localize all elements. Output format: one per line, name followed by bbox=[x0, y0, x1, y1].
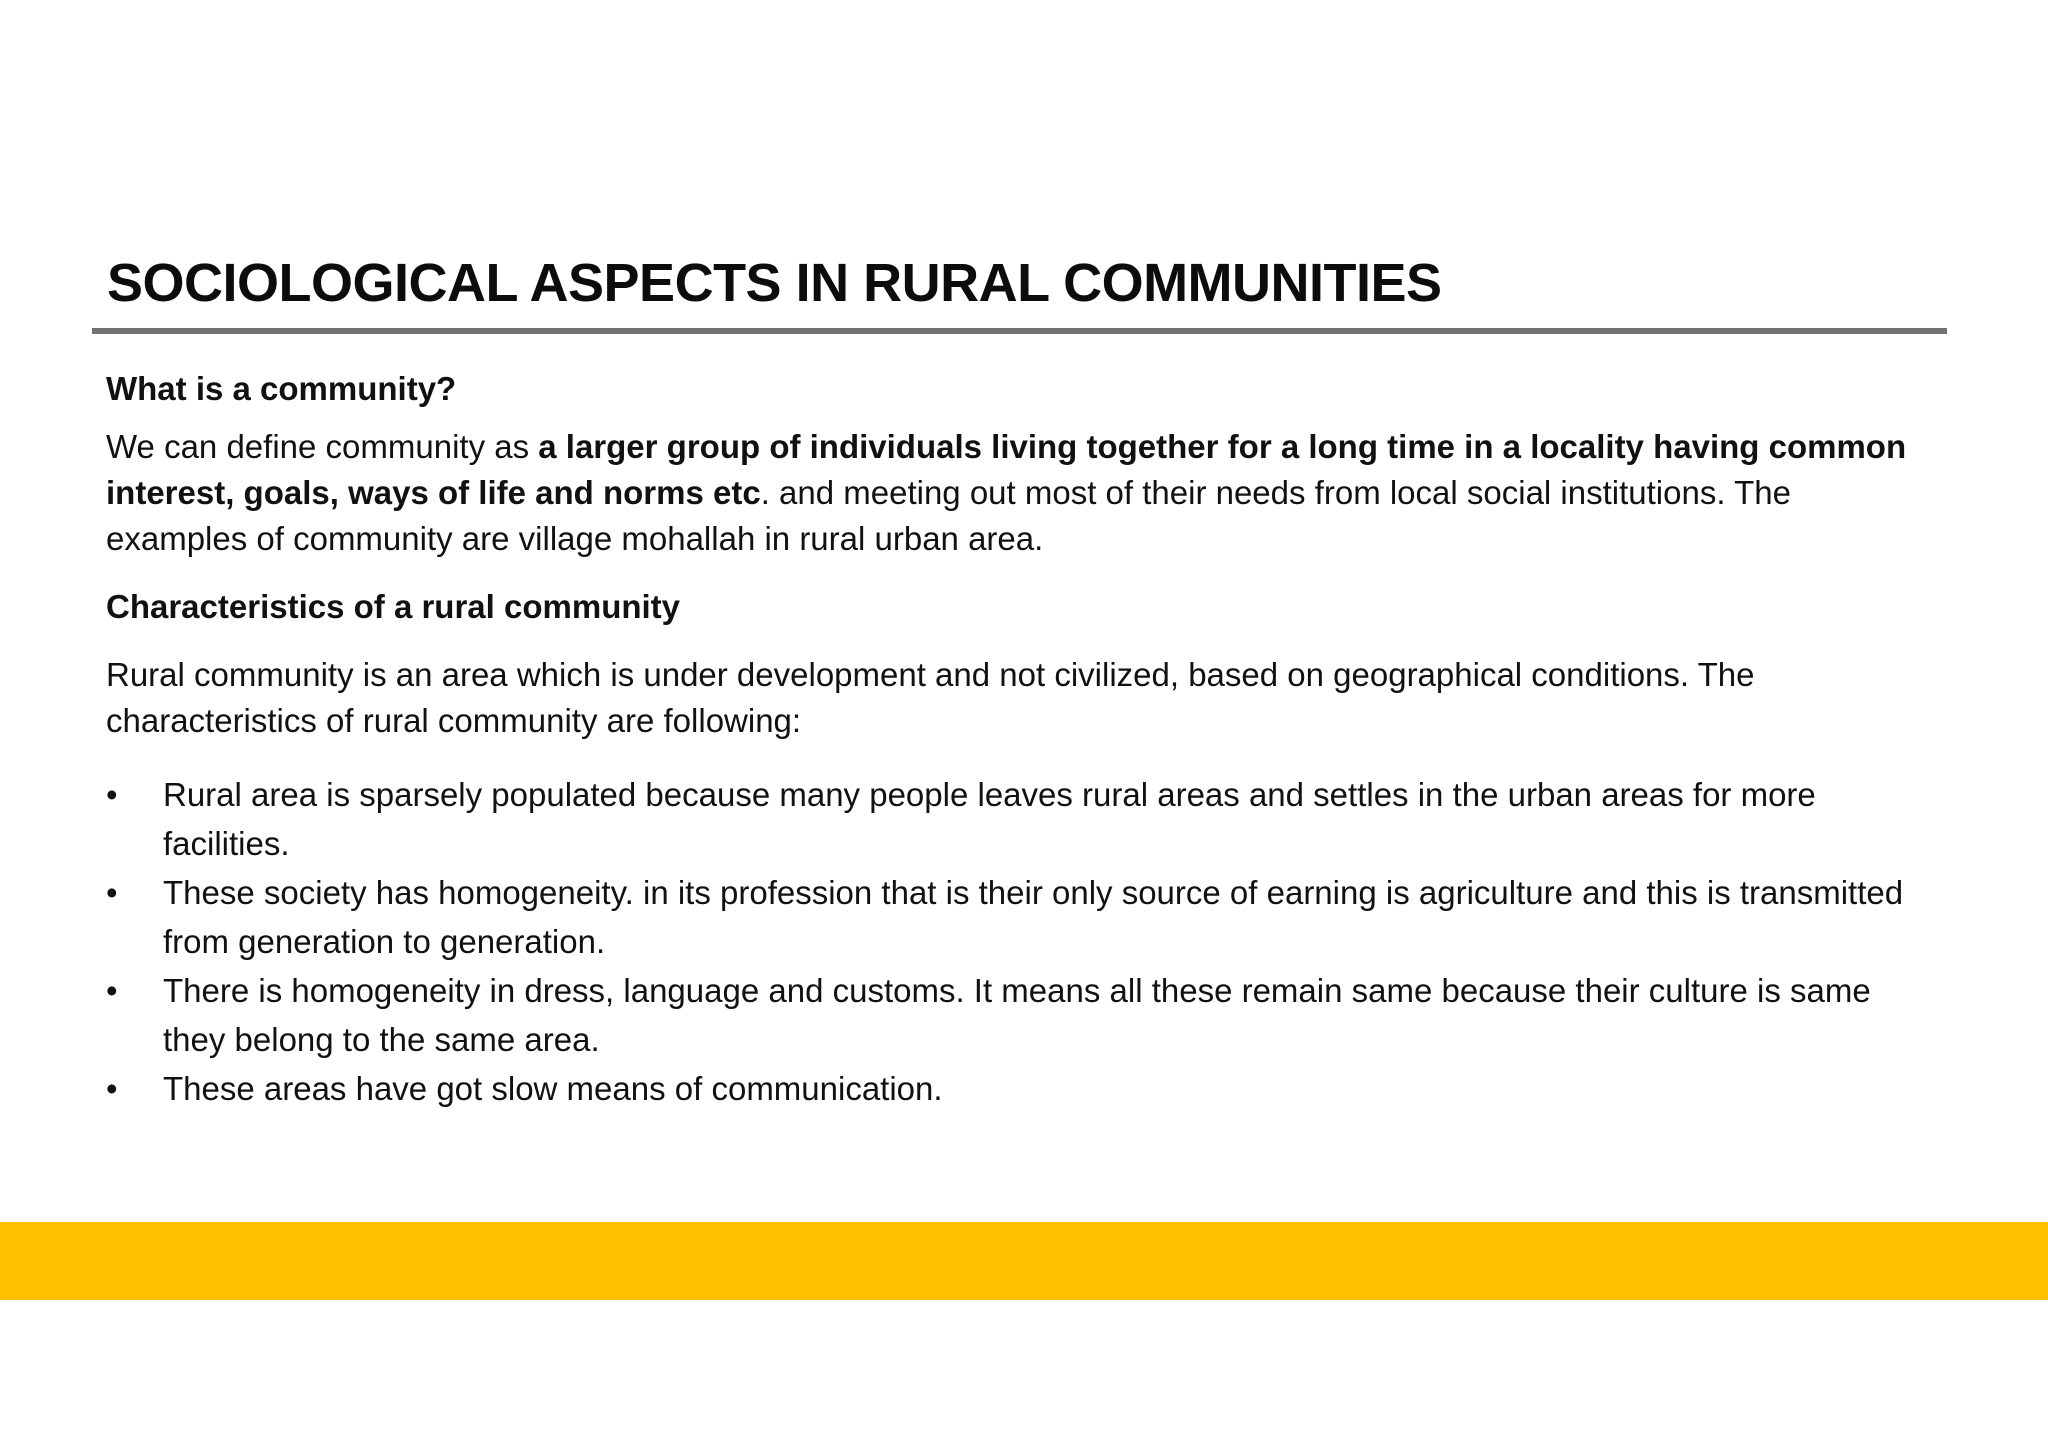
bullet-icon: • bbox=[106, 874, 118, 911]
community-definition bbox=[106, 424, 1926, 562]
list-item bbox=[106, 1064, 1926, 1113]
slide-content bbox=[106, 366, 1926, 1113]
characteristics-intro: Rural community is an area which is under development and not civilized, based on geographical conditions. The characteristics of rural community are following: bbox=[106, 656, 1755, 739]
definition-bold: a larger group of individuals living together for a long time in a locality having common interest, goals, ways of life and norms etc bbox=[106, 428, 1907, 511]
list-item-text: Rural area is sparsely populated because many people leaves rural areas and settles in the urban areas for more facilities. bbox=[163, 776, 1816, 862]
list-item bbox=[106, 770, 1926, 868]
list-item bbox=[106, 868, 1926, 966]
definition-prefix: We can define community as bbox=[106, 428, 539, 465]
title-divider bbox=[92, 328, 1947, 334]
list-item-text: These society has homogeneity. in its profession that is their only source of earning is agriculture and this is transmitted from generation to generation. bbox=[163, 874, 1904, 960]
list-item-text: These areas have got slow means of communication. bbox=[163, 1070, 943, 1107]
bullet-icon: • bbox=[106, 972, 118, 1009]
footer-accent-band bbox=[0, 1222, 2048, 1300]
characteristics-list bbox=[106, 770, 1926, 1113]
community-question-heading: What is a community? bbox=[106, 370, 457, 407]
list-item-text: There is homogeneity in dress, language and customs. It means all these remain same because their culture is same they belong to the same area. bbox=[163, 972, 1871, 1058]
bullet-icon: • bbox=[106, 776, 118, 813]
list-item bbox=[106, 966, 1926, 1064]
characteristics-heading: Characteristics of a rural community bbox=[106, 588, 681, 625]
definition-suffix: . and meeting out most of their needs from local social institutions. The examples of community are village mohallah in rural urban area. bbox=[106, 474, 1791, 557]
bullet-icon: • bbox=[106, 1070, 118, 1107]
slide-title: SOCIOLOGICAL ASPECTS IN RURAL COMMUNITIES bbox=[107, 253, 1442, 313]
